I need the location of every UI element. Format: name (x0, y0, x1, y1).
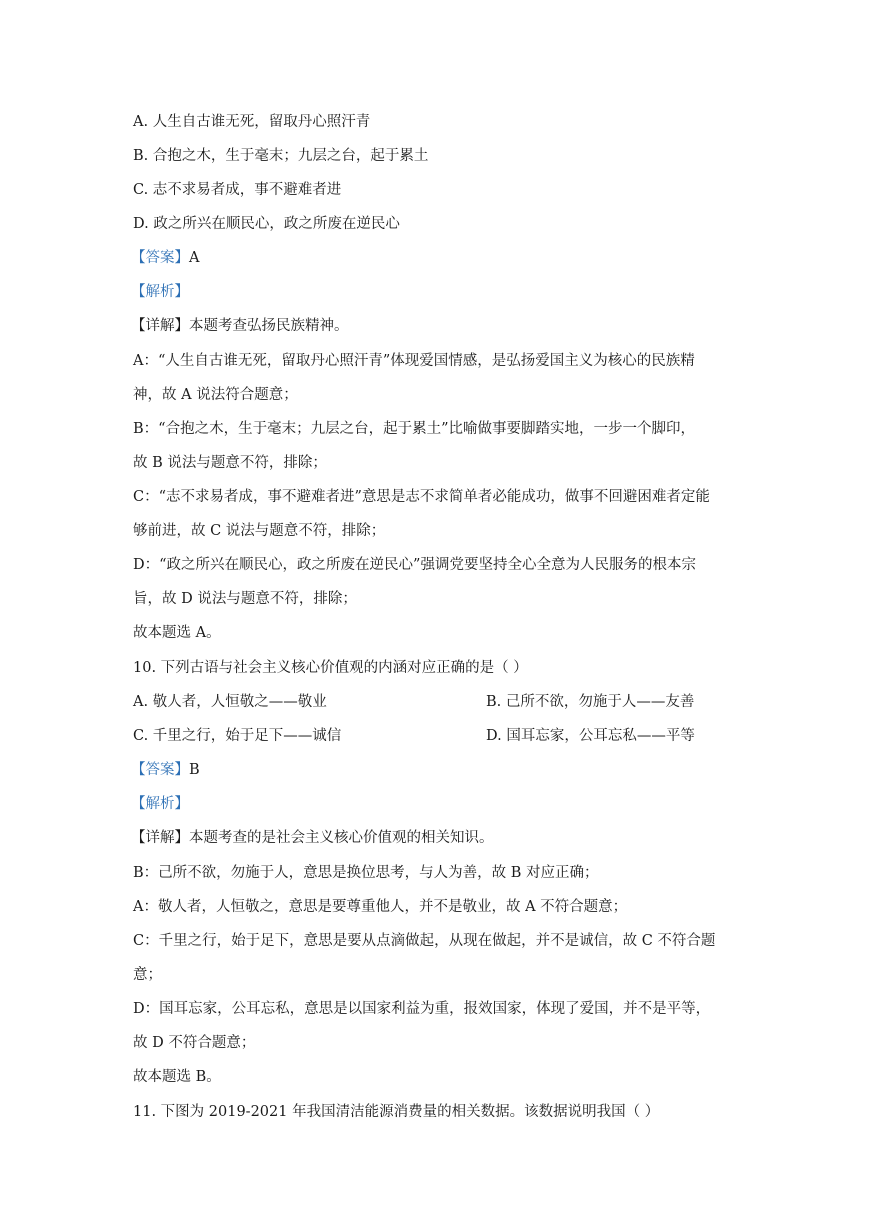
detail-tag: 【详解】 (131, 830, 189, 846)
q9-detail-line: C：“志不求易者成，事不避难者进”意思是志不求简单者必能成功，做事不回避困难者定能 (133, 489, 710, 505)
q9-detail-line: 旨，故 D 说法与题意不符，排除； (133, 591, 357, 607)
q10-answer (131, 760, 200, 780)
q10-detail-line: D：国耳忘家，公耳忘私，意思是以国家利益为重，报效国家，体现了爱国，并不是平等， (133, 1001, 711, 1017)
q9-answer (131, 248, 199, 268)
q9-option-a: A. 人生自古谁无死，留取丹心照汗青 (133, 114, 371, 130)
detail-intro: 本题考查的是社会主义核心价值观的相关知识。 (189, 830, 494, 846)
q10-analysis-tag: 【解析】 (131, 796, 189, 812)
q10-detail-line: C：千里之行，始于足下，意思是要从点滴做起，从现在做起，并不是诚信，故 C 不符合题 (133, 933, 716, 949)
q10-option-c: C. 千里之行，始于足下——诚信 (133, 728, 342, 744)
q10-option-a: A. 敬人者，人恒敬之——敬业 (133, 694, 327, 710)
q10-detail-line: A：敬人者，人恒敬之，意思是要尊重他人，并不是敬业，故 A 不符合题意； (133, 899, 628, 915)
q9-option-c: C. 志不求易者成，事不避难者进 (133, 182, 342, 198)
q10-detail-line: B：己所不欲，勿施于人，意思是换位思考，与人为善，故 B 对应正确； (133, 865, 599, 881)
answer-tag: 【答案】 (131, 762, 189, 778)
q10-stem: 10. 下列古语与社会主义核心价值观的内涵对应正确的是（ ） (133, 660, 528, 676)
answer-value: B (189, 762, 200, 778)
q9-analysis-tag: 【解析】 (131, 284, 189, 300)
q9-detail-line: 够前进，故 C 说法与题意不符，排除； (133, 523, 386, 539)
q9-option-b: B. 合抱之木，生于毫末；九层之台，起于累土 (133, 148, 429, 164)
q11-stem: 11. 下图为 2019-2021 年我国清洁能源消费量的相关数据。该数据说明我国（ ） (133, 1104, 660, 1120)
q9-detail (131, 316, 349, 336)
q9-detail-line: A：“人生自古谁无死，留取丹心照汗青”体现爱国情感，是弘扬爱国主义为核心的民族精 (133, 353, 695, 369)
q9-detail-line: B：“合抱之木，生于毫末；九层之台，起于累土”比喻做事要脚踏实地，一步一个脚印， (133, 421, 695, 437)
q9-detail-line: 故 B 说法与题意不符，排除； (133, 455, 327, 471)
q10-option-b: B. 己所不欲，勿施于人——友善 (486, 694, 695, 710)
q10-option-d: D. 国耳忘家，公耳忘私——平等 (486, 728, 695, 744)
detail-intro: 本题考查弘扬民族精神。 (189, 318, 349, 334)
q9-detail-line: 神，故 A 说法符合题意； (133, 387, 298, 403)
q10-detail-line: 故 D 不符合题意； (133, 1035, 256, 1051)
q10-detail-line: 意； (133, 967, 162, 983)
q9-conclusion: 故本题选 A。 (133, 625, 221, 641)
detail-tag: 【详解】 (131, 318, 189, 334)
q10-conclusion: 故本题选 B。 (133, 1069, 221, 1085)
q9-option-d: D. 政之所兴在顺民心，政之所废在逆民心 (133, 216, 400, 232)
answer-value: A (189, 250, 200, 266)
answer-tag: 【答案】 (131, 250, 189, 266)
q10-detail (131, 828, 494, 848)
q9-detail-line: D：“政之所兴在顺民心，政之所废在逆民心”强调党要坚持全心全意为人民服务的根本宗 (133, 557, 696, 573)
